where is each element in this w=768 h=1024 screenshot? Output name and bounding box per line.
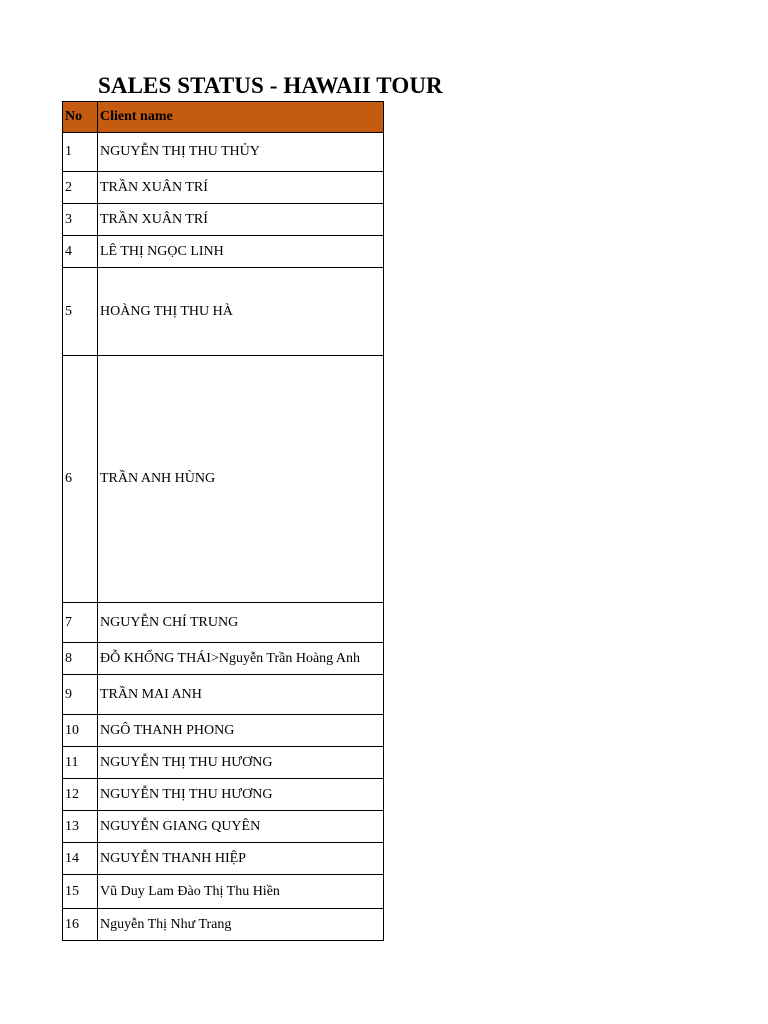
cell-client-name[interactable]: NGUYỄN THỊ THU HƯƠNG [98,779,384,811]
table-row [63,715,384,747]
header-row [63,102,384,133]
cell-no[interactable]: 9 [63,675,98,715]
table-row [63,747,384,779]
cell-no[interactable]: 10 [63,715,98,747]
table-row [63,133,384,172]
cell-client-name[interactable]: LÊ THỊ NGỌC LINH [98,236,384,268]
cell-no[interactable]: 2 [63,172,98,204]
cell-client-name[interactable]: ĐỖ KHỔNG THÁI>Nguyễn Trần Hoàng Anh [98,643,384,675]
cell-no[interactable]: 1 [63,133,98,172]
cell-client-name[interactable]: HOÀNG THỊ THU HÀ [98,268,384,356]
sheet-title: SALES STATUS - HAWAII TOUR [98,73,443,98]
table-row [63,236,384,268]
cell-client-name[interactable]: Nguyễn Thị Như Trang [98,909,384,941]
cell-no[interactable]: 3 [63,204,98,236]
cell-client-name[interactable]: TRẦN MAI ANH [98,675,384,715]
table-row [63,356,384,603]
sheet-title-container [98,70,443,102]
table-row [63,779,384,811]
cell-client-name[interactable]: NGUYỄN THỊ THU THỦY [98,133,384,172]
cell-no[interactable]: 6 [63,356,98,603]
cell-no[interactable]: 8 [63,643,98,675]
table-row [63,843,384,875]
table-row [63,268,384,356]
cell-client-name[interactable]: Vũ Duy Lam Đào Thị Thu Hiền [98,875,384,909]
table-body [63,133,384,941]
cell-no[interactable]: 4 [63,236,98,268]
cell-client-name[interactable]: NGUYỄN THANH HIỆP [98,843,384,875]
table-row [63,204,384,236]
cell-client-name[interactable]: NGUYỄN GIANG QUYÊN [98,811,384,843]
table-row [63,909,384,941]
cell-client-name[interactable]: TRẦN XUÂN TRÍ [98,204,384,236]
cell-no[interactable]: 14 [63,843,98,875]
sales-status-table [62,101,384,941]
cell-client-name[interactable]: NGÔ THANH PHONG [98,715,384,747]
table-row [63,643,384,675]
cell-no[interactable]: 15 [63,875,98,909]
cell-no[interactable]: 12 [63,779,98,811]
cell-no[interactable]: 13 [63,811,98,843]
table-row [63,811,384,843]
cell-client-name[interactable]: TRẦN ANH HÙNG [98,356,384,603]
table-row [63,172,384,204]
cell-no[interactable]: 7 [63,603,98,643]
cell-client-name[interactable]: NGUYỄN THỊ THU HƯƠNG [98,747,384,779]
cell-no[interactable]: 16 [63,909,98,941]
table-row [63,875,384,909]
header-client-name[interactable]: Client name [98,102,384,133]
cell-client-name[interactable]: TRẦN XUÂN TRÍ [98,172,384,204]
cell-client-name[interactable]: NGUYỄN CHÍ TRUNG [98,603,384,643]
header-no[interactable]: No [63,102,98,133]
table-row [63,675,384,715]
table-row [63,603,384,643]
cell-no[interactable]: 5 [63,268,98,356]
cell-no[interactable]: 11 [63,747,98,779]
